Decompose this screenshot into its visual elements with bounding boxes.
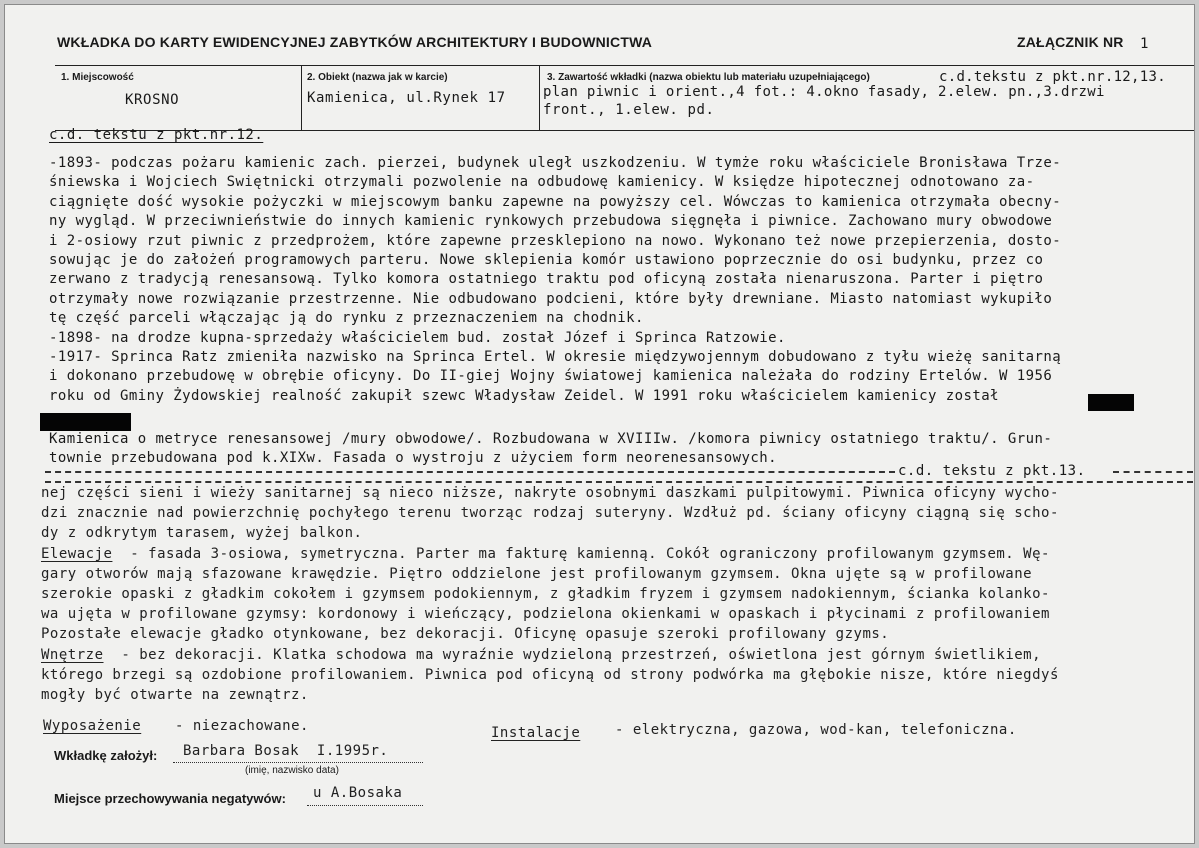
storage-value: u A.Bosaka [313,785,403,801]
typed-line: townie przebudowana pod k.XIXw. Fasada o wystroju z użyciem form neorenesansowych. [49,450,778,466]
storage-label: Miejsce przechowywania negatywów: [54,791,286,806]
typed-line: sowując je do założeń programowych parteru. Nowe sklepienia komór ustawiono poprzecznie do osi budynku, przez co [49,252,1044,268]
typed-line: -1898- na drodze kupna-sprzedaży właścicielem bud. został Józef i Sprinca Ratzowie. [49,329,786,346]
continuation-label: c.d. tekstu z pkt.13. [898,463,1086,479]
fields-grid [55,65,1195,131]
typed-line: otrzymały nowe rozwiązanie przestrzenne. Nie odbudowano podcieni, które były drewniane. Miasto natomiast wykupiło [49,290,1053,307]
content-line-1: c.d.tekstu z pkt.nr.12,13. [939,69,1166,85]
dotted-line [173,762,423,763]
content-line-3: front., 1.elew. pd. [543,102,715,118]
handwritten-line: Elewacje - fasada 3-osiowa, symetryczna. Parter ma fakturę kamienną. Cokół ograniczony profilowanym gzymsem. Wę- [41,545,1050,562]
author-sublabel: (imię, nazwisko data) [245,765,339,776]
handwritten-line: gary otworów mają sfazowane krawędzie. Piętro oddzielone jest profilowanym gzymsem. Okna ujęte są w profilowane [41,565,1033,582]
separator-dashes [45,471,895,473]
typed-line: ny wygląd. W przeciwnieństwie do innych kamienic rynkowych przebudowa sięgnęła i piwnice. Zachowano mury obwodowe [49,213,1053,230]
handwritten-line: Pozostałe elewacje gładko otynkowane, bez dekoracji. Oficynę opasuje szeroki profilowany gzyms. [41,626,890,643]
equipment-value: - niezachowane. [175,718,309,734]
handwritten-line: dy z odkrytym tarasem, wyżej balkon. [41,525,363,542]
typed-line: śniewska i Wojciech Swiętnicki otrzymali pozwolenie na odbudowę kamienicy. W księdze hipotecznej odnotowano za- [49,174,1035,191]
annex-number: 1 [1140,36,1149,52]
object-value: Kamienica, ul.Rynek 17 [307,90,506,106]
content-line-2: plan piwnic i orient.,4 fot.: 4.okno fasady, 2.elew. pn.,3.drzwi [543,84,1105,100]
installations-value: - elektryczna, gazowa, wod-kan, telefoniczna. [615,722,1017,738]
handwritten-line: dzi znacznie nad powierzchnię pochyłego terenu tworząc rodzaj suteryny. Wzdłuż pd. ściany oficyny ciągną się scho- [41,505,1059,522]
content-label: 3. Zawartość wkładki (nazwa obiektu lub materiału uzupełniającego) [547,72,870,83]
place-value: KROSNO [125,92,180,108]
object-label: 2. Obiekt (nazwa jak w karcie) [307,72,448,83]
dotted-line [307,805,423,806]
handwritten-line: szerokie opaski z gładkim cokołem i gzymsem podokiennym, z gładkim fryzem i gzymsem nadokiennym, ścianka kolanko- [41,586,1050,602]
typed-line: -1917- Sprinca Ratz zmieniła nazwisko na Sprinca Ertel. W okresie międzywojennym dobudowano z tyłu wieżę sanitarną [49,349,1062,365]
equipment-label: Wyposażenie [43,718,142,734]
section-keyword: Elewacje [41,545,113,562]
typed-line: roku od Gminy Żydowskiej realność zakupił szewc Władysław Zeidel. W 1991 roku właścicielem kamienicy został [49,387,1000,404]
author-value: Barbara Bosak I.1995r. [183,743,389,759]
typed-line: zerwano z tradycją renesansową. Tylko komora ostatniego traktu pod oficyną została nienaruszona. Parter i piętro [49,271,1044,288]
typed-line: ciągnięte dość wysokie pożyczki w miejscowym banku zapewne na powyższy cel. Wówczas to kamienica otrzymała obecny- [49,193,1062,210]
separator-dashes [45,481,1193,483]
annex-label: ZAŁĄCZNIK NR [1017,34,1124,50]
grid-divider [301,66,302,130]
separator-dashes [1113,471,1193,473]
typed-line: i dokonano przebudowę w obrębie oficyny. Do II-giej Wojny światowej kamienica należała do rodziny Ertelów. W 1956 [49,368,1053,385]
handwritten-line: nej części sieni i wieży sanitarnej są nieco niższe, nakryte osobnymi daszkami pulpitowymi. Piwnica oficyny wycho- [41,485,1059,501]
record-card [4,4,1195,844]
typed-line: tę część parceli włączając ją do rynku z przeznaczeniem na chodnik. [49,310,644,327]
handwritten-line: którego brzegi są ozdobione profilowaniem. Piwnica pod oficyną od strony podwórka ma głębokie nisze, które niegdyś [41,666,1059,683]
handwritten-line: mogły być otwarte na zewnątrz. [41,687,309,703]
redaction-bar [40,413,131,431]
installations-label: Instalacje [491,725,581,741]
typed-line: -1893- podczas pożaru kamienic zach. pierzei, budynek uległ uszkodzeniu. W tymże roku właściciele Bronisława Trze- [49,155,1062,171]
place-label: 1. Miejscowość [61,72,134,83]
author-label: Wkładkę założył: [54,748,158,763]
form-title: WKŁADKA DO KARTY EWIDENCYJNEJ ZABYTKÓW ARCHITEKTURY I BUDOWNICTWA [57,34,653,50]
handwritten-line: wa ujęta w profilowane gzymsy: kordonowy i wieńczący, podzielona okienkami w opaskach i płycinami z profilowaniem [41,606,1050,623]
typed-line: i 2-osiowy rzut piwnic z przedprożem, które zapewne przesklepiono na nowo. Wykonano też nowe przepierzenia, dosto- [49,232,1062,249]
redaction-bar [1088,394,1134,411]
grid-divider [539,66,540,130]
section-keyword: Wnętrze [41,646,104,663]
section-heading: c.d. tekstu z pkt.nr.12. [49,127,264,143]
typed-line: Kamienica o metryce renesansowej /mury obwodowe/. Rozbudowana w XVIIIw. /komora piwnicy ostatniego traktu/. Grun- [49,430,1053,447]
handwritten-line: Wnętrze - bez dekoracji. Klatka schodowa ma wyraźnie wydzieloną przestrzeń, oświetlona jest górnym świetlikiem, [41,646,1042,663]
